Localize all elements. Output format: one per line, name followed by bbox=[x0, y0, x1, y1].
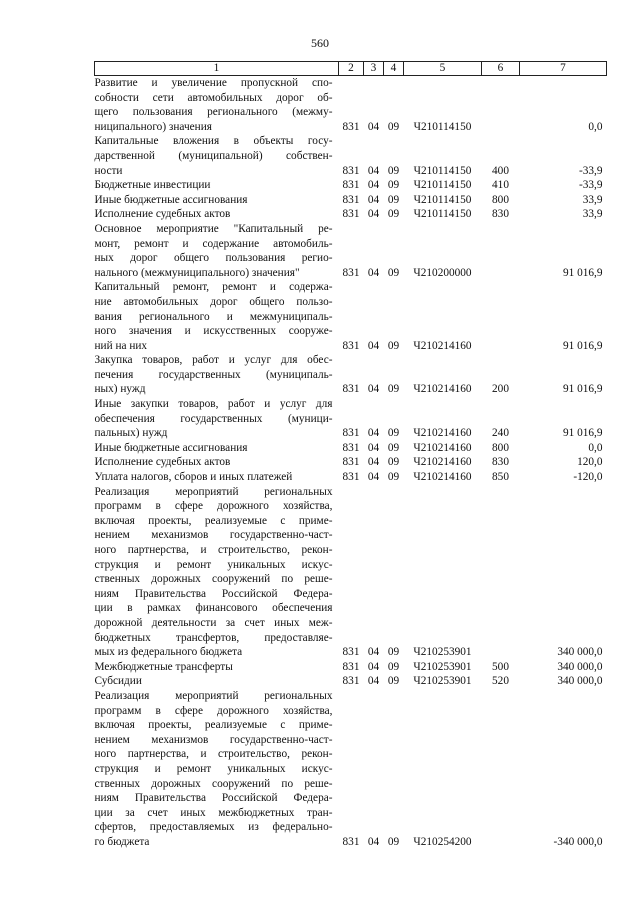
cell-section: 04 bbox=[367, 675, 380, 688]
cell-subsection: 09 bbox=[387, 266, 400, 279]
cell-section: 04 bbox=[367, 646, 380, 659]
name-line: ниям Правительства Российской Федера- bbox=[94, 792, 333, 805]
cell-target: Ч210214160 bbox=[413, 456, 472, 469]
name-line: сфертов, предоставляемых из федерально- bbox=[94, 821, 333, 834]
name-line: ственных дорожных сооружений по реше- bbox=[94, 573, 333, 586]
name-line: ного значения и искусственных сооруже- bbox=[94, 325, 333, 338]
table-row bbox=[95, 178, 607, 193]
cell-name bbox=[95, 674, 339, 689]
name-line: пальных) нужд bbox=[94, 427, 168, 440]
cell-amount: 33,9 bbox=[582, 208, 603, 221]
cell-name bbox=[95, 76, 339, 135]
name-line: нением механизмов государственно-част- bbox=[94, 733, 333, 746]
cell-section: 04 bbox=[367, 427, 380, 440]
name-line: Закупка товаров, работ и услуг для обес- bbox=[94, 354, 333, 367]
name-line: собности сети автомобильных дорог об- bbox=[94, 91, 333, 104]
name-line: Бюджетные инвестиции bbox=[94, 179, 211, 192]
name-line: го бюджета bbox=[94, 835, 150, 848]
name-line: струкция и ремонт уникальных искус- bbox=[94, 762, 333, 775]
name-line: нального (межмуниципального) значения" bbox=[94, 266, 300, 279]
cell-grbs: 831 bbox=[342, 675, 360, 688]
cell-amount: -33,9 bbox=[578, 164, 603, 177]
cell-subsection: 09 bbox=[387, 646, 400, 659]
name-line: Развитие и увеличение пропускной спо- bbox=[94, 77, 333, 89]
name-line: струкция и ремонт уникальных искус- bbox=[94, 558, 333, 571]
cell-name bbox=[95, 470, 339, 485]
cell-subsection: 09 bbox=[387, 427, 400, 440]
name-line: ние автомобильных дорог общего пользо- bbox=[94, 295, 333, 308]
cell-name bbox=[95, 689, 339, 850]
table-row bbox=[95, 470, 607, 485]
cell-amount: 0,0 bbox=[588, 120, 603, 133]
table-row bbox=[95, 353, 607, 397]
cell-subsection: 09 bbox=[387, 208, 400, 221]
name-line: ниям Правительства Российской Федера- bbox=[94, 587, 333, 600]
page-number: 560 bbox=[311, 36, 329, 50]
cell-section: 04 bbox=[367, 660, 380, 673]
column-header-section: 3 bbox=[364, 62, 384, 76]
cell-amount: 0,0 bbox=[588, 441, 603, 454]
cell-expense-type: 200 bbox=[492, 383, 509, 396]
cell-name bbox=[95, 455, 339, 470]
cell-section: 04 bbox=[367, 383, 380, 396]
table-row bbox=[95, 455, 607, 470]
table-header bbox=[95, 62, 607, 76]
table-row bbox=[95, 134, 607, 178]
cell-target: Ч210114150 bbox=[413, 193, 472, 206]
name-line: Субсидии bbox=[94, 675, 142, 688]
table-row bbox=[95, 689, 607, 850]
name-line: Уплата налогов, сборов и иных платежей bbox=[94, 471, 293, 484]
table-row bbox=[95, 76, 607, 135]
name-line: вания регионального и межмуниципаль- bbox=[94, 310, 333, 323]
cell-expense-type: 410 bbox=[492, 179, 509, 192]
cell-target: Ч210214160 bbox=[413, 427, 472, 440]
cell-section: 04 bbox=[367, 179, 380, 192]
cell-section: 04 bbox=[367, 441, 380, 454]
name-line: Исполнение судебных актов bbox=[94, 208, 231, 221]
cell-amount: 340 000,0 bbox=[557, 646, 603, 659]
name-line: Реализация мероприятий региональных bbox=[94, 689, 333, 702]
cell-subsection: 09 bbox=[387, 660, 400, 673]
name-line: дарственной (муниципальной) собствен- bbox=[94, 149, 333, 162]
cell-subsection: 09 bbox=[387, 456, 400, 469]
name-line: ниципального) значения bbox=[94, 120, 212, 133]
cell-section: 04 bbox=[367, 164, 380, 177]
cell-target: Ч210253901 bbox=[413, 646, 472, 659]
cell-grbs: 831 bbox=[342, 441, 360, 454]
cell-target: Ч210214160 bbox=[413, 383, 472, 396]
cell-expense-type: 830 bbox=[492, 208, 509, 221]
cell-section: 04 bbox=[367, 266, 380, 279]
table-row bbox=[95, 222, 607, 280]
cell-target: Ч210253901 bbox=[413, 675, 472, 688]
name-line: ственных дорожных сооружений по реше- bbox=[94, 777, 333, 790]
cell-grbs: 831 bbox=[342, 456, 360, 469]
name-line: обеспечения государственных (муници- bbox=[94, 412, 333, 425]
name-line: Исполнение судебных актов bbox=[94, 456, 231, 469]
cell-name bbox=[95, 222, 339, 280]
name-line: Иные бюджетные ассигнования bbox=[94, 441, 248, 454]
cell-expense-type: 520 bbox=[492, 675, 509, 688]
cell-name bbox=[95, 178, 339, 193]
table-row bbox=[95, 193, 607, 208]
cell-grbs: 831 bbox=[342, 164, 360, 177]
table-row bbox=[95, 207, 607, 222]
column-header-grbs: 2 bbox=[339, 62, 364, 76]
cell-grbs: 831 bbox=[342, 193, 360, 206]
column-header-name: 1 bbox=[95, 62, 339, 76]
cell-section: 04 bbox=[367, 339, 380, 352]
cell-amount: 340 000,0 bbox=[557, 660, 603, 673]
cell-name bbox=[95, 397, 339, 441]
cell-expense-type: 830 bbox=[492, 456, 509, 469]
cell-expense-type bbox=[482, 76, 520, 135]
table-row bbox=[95, 674, 607, 689]
cell-amount: -33,9 bbox=[578, 179, 603, 192]
cell-expense-type bbox=[482, 222, 520, 280]
cell-expense-type: 850 bbox=[492, 471, 509, 484]
cell-grbs: 831 bbox=[342, 660, 360, 673]
column-header-target: 5 bbox=[404, 62, 482, 76]
cell-target: Ч210114150 bbox=[413, 208, 472, 221]
cell-grbs: 831 bbox=[342, 471, 360, 484]
cell-subsection: 09 bbox=[387, 120, 400, 133]
cell-grbs: 831 bbox=[342, 120, 360, 133]
cell-name bbox=[95, 485, 339, 660]
cell-name bbox=[95, 193, 339, 208]
cell-target: Ч210253901 bbox=[413, 660, 472, 673]
column-header-amount: 7 bbox=[520, 62, 607, 76]
name-line: нением механизмов государственно-част- bbox=[94, 529, 333, 542]
cell-amount: 33,9 bbox=[582, 193, 603, 206]
name-line: ции в рамках финансового обеспечения bbox=[94, 602, 333, 615]
cell-grbs: 831 bbox=[342, 266, 360, 279]
name-line: ний на них bbox=[94, 339, 148, 352]
name-line: ных дорог общего пользования регио- bbox=[94, 252, 333, 265]
name-line: включая проекты, реализуемые с приме- bbox=[94, 719, 333, 732]
cell-subsection: 09 bbox=[387, 179, 400, 192]
cell-amount: 91 016,9 bbox=[562, 266, 603, 279]
cell-amount: -120,0 bbox=[573, 471, 603, 484]
cell-amount: 340 000,0 bbox=[557, 675, 603, 688]
table-body bbox=[95, 76, 607, 850]
name-line: программ в сфере дорожного хозяйства, bbox=[94, 704, 333, 717]
name-line: ного партнерства, и строительство, рекон- bbox=[94, 748, 333, 761]
cell-section: 04 bbox=[367, 456, 380, 469]
name-line: дорожной деятельности за счет иных меж- bbox=[94, 616, 333, 629]
name-line: монт, ремонт и содержание автомобиль- bbox=[94, 237, 333, 250]
cell-expense-type bbox=[482, 485, 520, 660]
name-line: щего пользования регионального (межму- bbox=[94, 106, 333, 119]
table-row bbox=[95, 441, 607, 456]
cell-expense-type bbox=[482, 689, 520, 850]
cell-grbs: 831 bbox=[342, 208, 360, 221]
cell-expense-type: 500 bbox=[492, 660, 509, 673]
column-header-subsection: 4 bbox=[384, 62, 404, 76]
cell-expense-type: 240 bbox=[492, 427, 509, 440]
cell-grbs: 831 bbox=[342, 427, 360, 440]
cell-subsection: 09 bbox=[387, 835, 400, 848]
table-row bbox=[95, 660, 607, 675]
cell-section: 04 bbox=[367, 193, 380, 206]
cell-target: Ч210200000 bbox=[413, 266, 472, 279]
name-line: программ в сфере дорожного хозяйства, bbox=[94, 500, 333, 513]
cell-subsection: 09 bbox=[387, 339, 400, 352]
name-line: Реализация мероприятий региональных bbox=[94, 485, 333, 498]
cell-expense-type: 800 bbox=[492, 441, 509, 454]
table-row bbox=[95, 485, 607, 660]
budget-table bbox=[94, 61, 607, 849]
name-line: печения государственных (муниципаль- bbox=[94, 368, 333, 381]
cell-amount: 91 016,9 bbox=[562, 427, 603, 440]
cell-subsection: 09 bbox=[387, 383, 400, 396]
name-line: Иные закупки товаров, работ и услуг для bbox=[94, 398, 333, 411]
cell-section: 04 bbox=[367, 208, 380, 221]
name-line: ного партнерства, и строительство, рекон- bbox=[94, 544, 333, 556]
cell-subsection: 09 bbox=[387, 675, 400, 688]
name-line: Капитальные вложения в объекты госу- bbox=[94, 135, 333, 148]
cell-subsection: 09 bbox=[387, 471, 400, 484]
cell-target: Ч210114150 bbox=[413, 179, 472, 192]
table-row bbox=[95, 280, 607, 353]
cell-subsection: 09 bbox=[387, 441, 400, 454]
cell-target: Ч210114150 bbox=[413, 164, 472, 177]
cell-grbs: 831 bbox=[342, 646, 360, 659]
cell-grbs: 831 bbox=[342, 179, 360, 192]
cell-amount: 120,0 bbox=[577, 456, 603, 469]
cell-target: Ч210214160 bbox=[413, 339, 472, 352]
cell-name bbox=[95, 207, 339, 222]
name-line: включая проекты, реализуемые с приме- bbox=[94, 514, 333, 527]
cell-name bbox=[95, 441, 339, 456]
table-row bbox=[95, 397, 607, 441]
cell-name bbox=[95, 134, 339, 178]
cell-name bbox=[95, 353, 339, 397]
cell-target: Ч210114150 bbox=[413, 120, 472, 133]
cell-section: 04 bbox=[367, 471, 380, 484]
cell-target: Ч210214160 bbox=[413, 441, 472, 454]
cell-section: 04 bbox=[367, 835, 380, 848]
cell-grbs: 831 bbox=[342, 339, 360, 352]
cell-subsection: 09 bbox=[387, 164, 400, 177]
name-line: Основное мероприятие "Капитальный ре- bbox=[94, 222, 333, 235]
name-line: Межбюджетные трансферты bbox=[94, 660, 233, 673]
name-line: Иные бюджетные ассигнования bbox=[94, 193, 248, 206]
cell-grbs: 831 bbox=[342, 383, 360, 396]
name-line: ности bbox=[94, 164, 123, 177]
cell-section: 04 bbox=[367, 120, 380, 133]
cell-expense-type bbox=[482, 280, 520, 353]
cell-expense-type: 400 bbox=[492, 164, 509, 177]
column-header-expense-type: 6 bbox=[482, 62, 520, 76]
cell-amount: -340 000,0 bbox=[553, 835, 603, 848]
cell-amount: 91 016,9 bbox=[562, 339, 603, 352]
cell-expense-type: 800 bbox=[492, 193, 509, 206]
name-line: Капитальный ремонт, ремонт и содержа- bbox=[94, 281, 333, 294]
name-line: мых из федерального бюджета bbox=[94, 646, 243, 659]
cell-name bbox=[95, 280, 339, 353]
name-line: ных) нужд bbox=[94, 383, 146, 396]
name-line: ции за счет иных межбюджетных тран- bbox=[94, 806, 333, 819]
name-line: бюджетных трансфертов, предоставляе- bbox=[94, 631, 333, 644]
cell-target: Ч210254200 bbox=[413, 835, 472, 848]
cell-subsection: 09 bbox=[387, 193, 400, 206]
cell-amount: 91 016,9 bbox=[562, 383, 603, 396]
cell-grbs: 831 bbox=[342, 835, 360, 848]
cell-name bbox=[95, 660, 339, 675]
cell-target: Ч210214160 bbox=[413, 471, 472, 484]
